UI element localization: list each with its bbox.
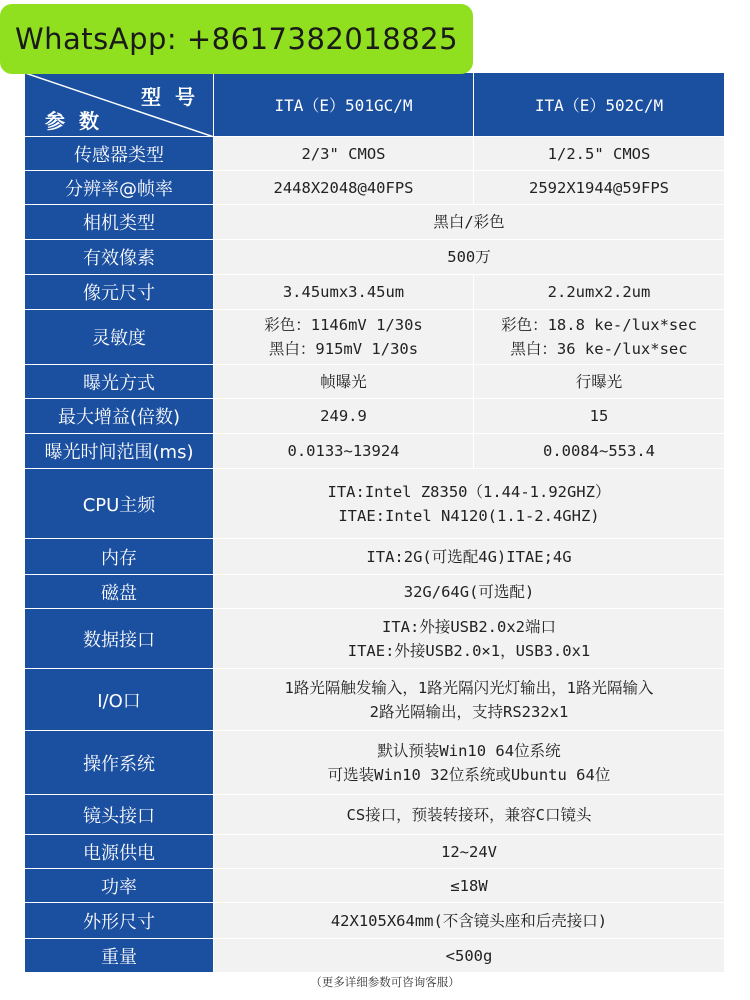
row-sensitivity — [25, 310, 725, 365]
whatsapp-watermark: WhatsApp: +8617382018825 — [0, 4, 473, 74]
row-exposure-range — [25, 434, 725, 469]
row-label: 外形尺寸 — [25, 903, 214, 939]
model-b-header: ITA（E）502C/M — [474, 73, 725, 137]
value-shared — [214, 609, 725, 669]
row-pixels — [25, 240, 725, 275]
value-model-a: 2/3" CMOS — [214, 137, 474, 171]
row-max-gain — [25, 399, 725, 434]
value-shared — [214, 469, 725, 539]
row-label: 像元尺寸 — [25, 275, 214, 310]
value-model-b: 15 — [474, 399, 725, 434]
row-label: 磁盘 — [25, 575, 214, 609]
sensitivity-mono-a: 黑白：915mV 1/30s — [268, 340, 419, 358]
header-corner — [25, 73, 214, 137]
row-label: 灵敏度 — [25, 310, 214, 365]
row-label: 重量 — [25, 939, 214, 973]
value-shared: CS接口，预装转接环，兼容C口镜头 — [214, 795, 725, 835]
row-label: 有效像素 — [25, 240, 214, 275]
row-io — [25, 669, 725, 731]
row-label: 功率 — [25, 869, 214, 903]
value-shared: 42X105X64mm(不含镜头座和后壳接口) — [214, 903, 725, 939]
value-model-b: 0.0084~553.4 — [474, 434, 725, 469]
header-row — [25, 73, 725, 137]
value-shared: 黑白/彩色 — [214, 205, 725, 240]
corner-param-label: 参数 — [45, 109, 113, 133]
value-shared: ITA:2G(可选配4G)ITAE;4G — [214, 539, 725, 575]
row-dimensions — [25, 903, 725, 939]
row-weight — [25, 939, 725, 973]
value-shared — [214, 669, 725, 731]
value-model-a: 2448X2048@40FPS — [214, 171, 474, 205]
spec-table — [24, 72, 725, 973]
row-label: 内存 — [25, 539, 214, 575]
row-pixel-size — [25, 275, 725, 310]
row-label: 电源供电 — [25, 835, 214, 869]
value-model-a: 3.45umx3.45um — [214, 275, 474, 310]
value-shared: 500万 — [214, 240, 725, 275]
value-shared — [214, 731, 725, 795]
row-power — [25, 869, 725, 903]
row-label: 数据接口 — [25, 609, 214, 669]
data-port-ita: ITA:外接USB2.0x2端口 — [382, 617, 556, 636]
value-model-a: 249.9 — [214, 399, 474, 434]
value-model-a: 0.0133~13924 — [214, 434, 474, 469]
value-model-b: 行曝光 — [474, 365, 725, 399]
row-os — [25, 731, 725, 795]
value-shared: <500g — [214, 939, 725, 973]
data-port-itae: ITAE:外接USB2.0×1，USB3.0x1 — [347, 641, 591, 660]
row-resolution — [25, 171, 725, 205]
row-label: 镜头接口 — [25, 795, 214, 835]
value-shared: ≤18W — [214, 869, 725, 903]
io-line-1: 1路光隔触发输入，1路光隔闪光灯输出，1路光隔输入 — [284, 678, 654, 697]
row-label: 相机类型 — [25, 205, 214, 240]
row-label: 曝光时间范围(ms) — [25, 434, 214, 469]
sensitivity-mono-b: 黑白：36 ke-/lux*sec — [510, 340, 688, 358]
io-line-2: 2路光隔输出，支持RS232x1 — [369, 702, 569, 721]
row-label: 曝光方式 — [25, 365, 214, 399]
os-line-1: 默认预装Win10 64位系统 — [377, 741, 561, 760]
sensitivity-color-a: 彩色：1146mV 1/30s — [264, 316, 423, 334]
model-a-header: ITA（E）501GC/M — [214, 73, 474, 137]
row-label: 传感器类型 — [25, 137, 214, 171]
row-label: 操作系统 — [25, 731, 214, 795]
row-label: CPU主频 — [25, 469, 214, 539]
row-label: 分辨率@帧率 — [25, 171, 214, 205]
row-sensor — [25, 137, 725, 171]
value-shared: 32G/64G(可选配) — [214, 575, 725, 609]
row-camera-type — [25, 205, 725, 240]
value-model-b: 2592X1944@59FPS — [474, 171, 725, 205]
sensitivity-color-b: 彩色：18.8 ke-/lux*sec — [501, 316, 697, 334]
os-line-2: 可选装Win10 32位系统或Ubuntu 64位 — [327, 765, 611, 784]
cpu-ita: ITA:Intel Z8350（1.44-1.92GHZ） — [327, 482, 611, 501]
footnote: （更多详细参数可咨询客服） — [310, 975, 460, 989]
row-disk — [25, 575, 725, 609]
row-memory — [25, 539, 725, 575]
row-label: I/O口 — [25, 669, 214, 731]
value-model-a — [214, 310, 474, 365]
value-model-b: 1/2.5" CMOS — [474, 137, 725, 171]
row-data-port — [25, 609, 725, 669]
value-model-b — [474, 310, 725, 365]
value-model-b: 2.2umx2.2um — [474, 275, 725, 310]
value-shared: 12~24V — [214, 835, 725, 869]
row-exposure-mode — [25, 365, 725, 399]
value-model-a: 帧曝光 — [214, 365, 474, 399]
row-power-supply — [25, 835, 725, 869]
row-cpu — [25, 469, 725, 539]
corner-model-label: 型号 — [141, 85, 209, 109]
cpu-itae: ITAE:Intel N4120(1.1-2.4GHZ) — [338, 506, 600, 525]
row-lens — [25, 795, 725, 835]
row-label: 最大增益(倍数) — [25, 399, 214, 434]
